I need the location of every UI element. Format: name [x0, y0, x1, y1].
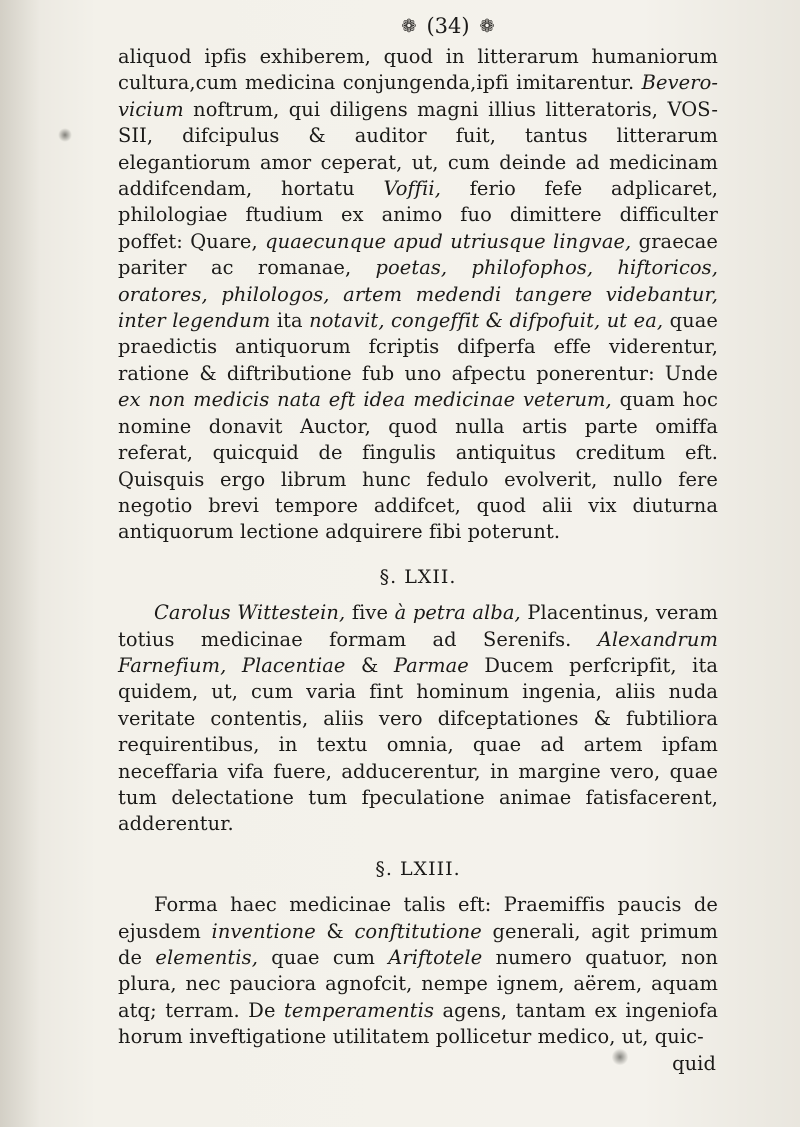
text-run: quam hoc nomine donavit Auctor, quod nulla artis parte omiffa referat, quicquid de fingulis antiquitus creditum eft. Quisquis ergo librum hunc fedulo evolverit, nullo fere negotio brevi tempore addifcet, quod alii vix diuturna antiquorum lectione adquirere fibi poterunt.	[118, 388, 718, 544]
text-run: ferio fefe adplicaret, philologiae ftudium ex animo fuo dimittere difficulter poffet: Quare,	[118, 177, 718, 253]
text-run: Forma haec medicinae talis eft: Praemiffis paucis de ejusdem	[118, 893, 718, 943]
italic-run: notavit, congeffit & difpofuit, ut ea,	[309, 309, 664, 333]
italic-run: Carolus Wittestein,	[154, 601, 346, 625]
flower-ornament-icon: ❁	[401, 15, 417, 37]
italic-run: Ariftotele	[388, 946, 483, 969]
paragraph-lxii	[118, 600, 718, 838]
paragraph-lxiii	[118, 892, 718, 1050]
paragraph-continued	[118, 44, 718, 546]
text-run: Placentinus, veram totius medicinae formam ad Serenifs.	[118, 601, 718, 651]
italic-run: temperamentis	[284, 998, 434, 1022]
catchword: quid	[672, 1051, 716, 1075]
text-run: quae praedictis antiquorum fcriptis difperfa effe viderentur, ratione & diftributione fub uno afpectu ponerentur: Unde	[118, 309, 718, 385]
text-run: numero quatuor, non plura, nec pauciora agnofcit, nempe ignem, aërem, aquam atq; terram. De	[118, 946, 718, 1022]
italic-run: poetas, philofophos, hiftoricos, oratores, philologos, artem medendi tangere videbantur, inter legendum	[118, 256, 718, 333]
text-run: five	[345, 601, 395, 625]
italic-run: Bevero-vicium	[118, 71, 718, 121]
text-run: noftrum, qui diligens magni illius litteratoris, VOS-SII, difcipulus & auditor fuit, tantus litterarum elegantiorum amor ceperat, ut, cum deinde ad medicinam addifcendam, hortatu	[118, 97, 718, 201]
italic-run: quaecunque apud utriusque lingvae,	[265, 229, 632, 253]
italic-run: conftitutione	[354, 919, 482, 943]
text-run: generali, agit primum de	[118, 919, 719, 969]
italic-run: à petra alba,	[394, 601, 521, 625]
text-run: ita	[270, 309, 310, 333]
page-number: (34)	[426, 14, 470, 38]
section-heading-lxiii: §. LXIII.	[375, 857, 461, 880]
running-head	[178, 14, 718, 38]
italic-run: elementis,	[155, 946, 258, 969]
italic-run: ex non medicis nata eft idea medicinae veterum,	[118, 388, 612, 412]
ink-spot	[58, 128, 72, 142]
italic-run: Parmae	[393, 653, 469, 677]
italic-run: inventione	[211, 919, 316, 943]
italic-run: Alexandrum Farnefium, Placentiae	[118, 627, 718, 677]
text-run: graecae pariter ac romanae,	[118, 229, 718, 280]
italic-run: Voffii,	[383, 177, 441, 201]
section-heading-lxii: §. LXII.	[379, 565, 457, 588]
text-run: &	[345, 653, 394, 677]
text-run: agens, tantam ex ingeniofa horum inveftigatione utilitatem pollicetur medico, ut, quic-	[118, 998, 718, 1049]
text-run: quae cum	[258, 946, 389, 969]
body-text	[118, 44, 718, 1077]
text-run: &	[315, 919, 355, 943]
page-content	[118, 14, 718, 1077]
text-run: aliquod ipfis exhiberem, quod in litterarum humaniorum cultura,cum medicina conjungenda,ipfi imitarentur.	[118, 45, 718, 95]
page-edge-shadow	[0, 0, 40, 1127]
flower-ornament-icon: ❁	[479, 15, 495, 37]
text-run: Ducem perfcripfit, ita quidem, ut, cum varia fint hominum ingenia, aliis nuda veritate contentis, aliis vero difceptationes & fubtiliora requirentibus, in textu omnia, quae ad artem ipfam neceffaria vifa fuere, adducerentur, in margine vero, quae tum delectatione tum fpeculatione animae fatisfacerent, adderentur.	[118, 653, 719, 836]
